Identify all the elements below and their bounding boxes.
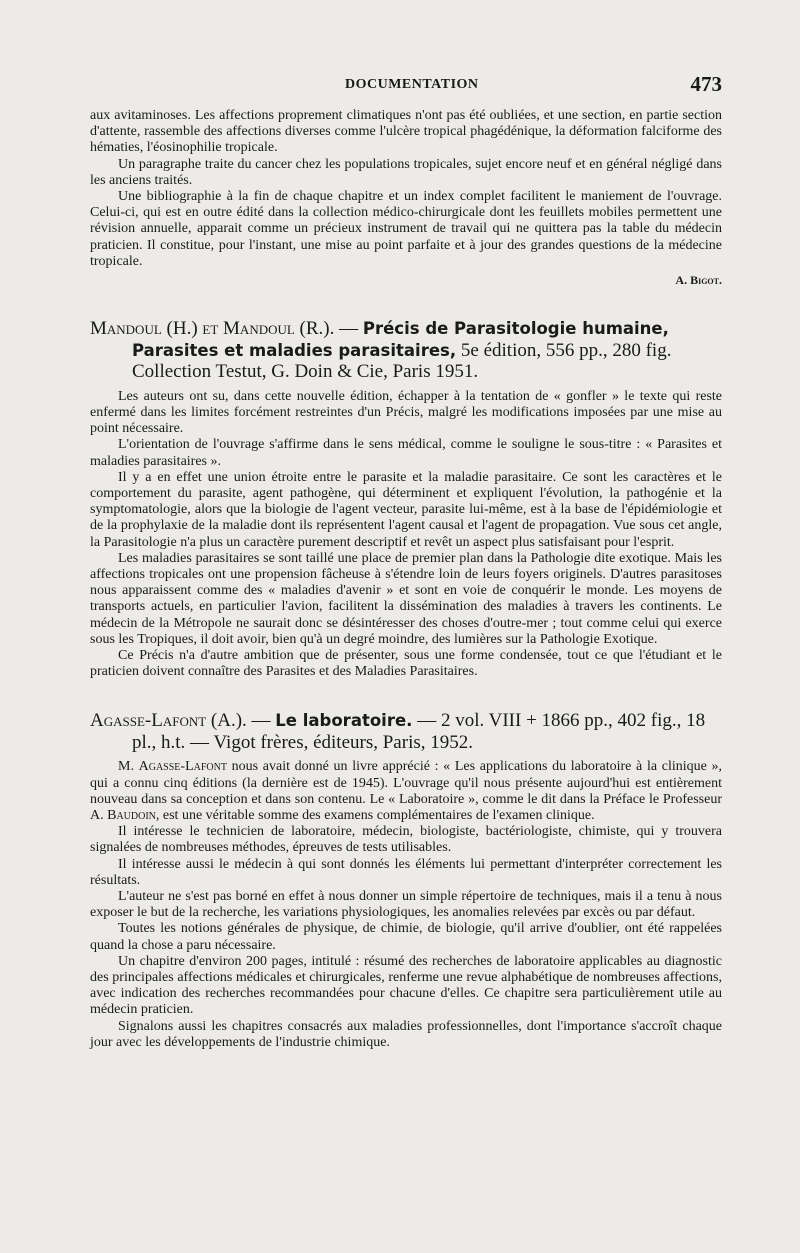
paragraph: Un paragraphe traite du cancer chez les populations tropicales, sujet encore neuf et en général négligé dans les anciens traités.: [90, 156, 722, 188]
entry-details: 5e édition, 556 pp., 280 fig. Collection Testut, G. Doin & Cie, Paris 1951.: [132, 339, 672, 383]
paragraph: Signalons aussi les chapitres consacrés aux maladies professionnelles, dont l'importance s'accroît chaque jour avec les développements de l'industrie chimique.: [90, 1018, 722, 1050]
paragraph: Toutes les notions générales de physique, de chimie, de biologie, qu'il arrive d'oublier, ont été rappelées quand la chose a paru nécessaire.: [90, 921, 722, 953]
paragraph: Ce Précis n'a d'autre ambition que de présenter, sous une forme condensée, tout ce que l'étudiant et le praticien doivent connaître des Parasites et des Maladies Parasitaires.: [90, 647, 722, 680]
paragraph: L'orientation de l'ouvrage s'affirme dans le sens médical, comme le souligne le sous-titre : « Parasites et maladies parasitaires ».: [90, 437, 722, 469]
paragraph: M. Agasse-Lafont nous avait donné un livre apprécié : « Les applications du laboratoire à la clinique », qui a connu cinq éditions (la dernière est de 1945). L'ouvrage qu'il nous présente aujourd'hui est entièrement nouveau dans sa conception et dans son contenu. Le « Laboratoire », comme le dit dans la Préface le Professeur A. Baudoin, est une véritable somme des examens complémentaires de l'examen clinique.: [90, 759, 722, 823]
paragraph: Il intéresse aussi le médecin à qui sont donnés les éléments lui permettant d'interpréter correctement les résultats.: [90, 856, 722, 888]
page-header: [90, 72, 722, 100]
bibliographic-entry: [90, 710, 722, 753]
page-number: 473: [690, 72, 722, 96]
review-signature: A. Bigot.: [675, 273, 722, 288]
entry-title: Précis de Parasitologie humaine, Parasites et maladies parasitaires,: [132, 319, 669, 360]
paragraph: Les maladies parasitaires se sont taillé une place de premier plan dans la Pathologie dite exotique. Mais les affections tropicales ont une propension fâcheuse à s'étendre loin de leurs foyers originels. D'autres parasitoses nous apparaissent comme des « maladies d'avenir » et sont en voie de conquérir le monde. Les moyens de transports actuels, en particulier l'avion, facilitent la dissémination des maladies à travers les continents. Le médecin de la Métropole ne saurait donc se désintéresser des choses d'outre-mer ; tout comme celui qui exerce sous les Tropiques, il doit avoir, bien qu'à un degré moindre, des lumières sur la Pathologie Exotique.: [90, 550, 722, 647]
running-title: DOCUMENTATION: [345, 77, 479, 92]
entry-details: — 2 vol. VIII + 1866 pp., 402 fig., 18 pl., h.t. — Vigot frères, éditeurs, Paris, 1952.: [132, 710, 706, 753]
paragraph: Il y a en effet une union étroite entre le parasite et la maladie parasitaire. Ce sont les caractères et le comportement du parasite, agent pathogène, qui déterminent et expliquent l'évolution, la pathogénie et la symptomatologie, alors que la biologie de l'agent vecteur, parasite lui-même, est à la base de l'épidémiologie et de la prophylaxie de la maladie dont ils représentent l'agent causal et l'agent de propagation. Vue sous cet angle, la Parasitologie n'a plus un caractère purement descriptif et revêt un aspect plus satisfaisant pour l'esprit.: [90, 469, 722, 550]
paragraph: Il intéresse le technicien de laboratoire, médecin, biologiste, bactériologiste, chimiste, qui y trouvera signalées de nombreuses méthodes, épreuves de tests utilisables.: [90, 824, 722, 856]
paragraph: aux avitaminoses. Les affections proprement climatiques n'ont pas été oubliées, et une section, en partie section d'attente, rassemble des affections diverses comme l'ulcère tropical phagédénique, la déformation falciforme des hématies, l'éosinophilie tropicale.: [90, 108, 722, 156]
page-body: [90, 108, 722, 1051]
paragraph: Un chapitre d'environ 200 pages, intitulé : résumé des recherches de laboratoire applicables au diagnostic des principales affections médicales et chirurgicales, renferme une revue alphabétique de nombreuses affections, avec indication des recherches recommandées pour chacune d'elles. Ce chapitre sera particulièrement utile au médecin praticien.: [90, 953, 722, 1018]
paragraph: Une bibliographie à la fin de chaque chapitre et un index complet facilitent le maniement de l'ouvrage. Celui-ci, qui est en outre édité dans la collection médico-chirurgicale dont les feuillets mobiles permettent une révision annuelle, apparait comme un précieux instrument de travail qui ne quittera pas la table du médecin praticien. Il constitue, pour l'instant, une mise au point parfaite et à jour des grandes questions de la médecine tropicale.: [90, 189, 722, 269]
entry-authors: Mandoul (H.) et Mandoul (R.). —: [90, 318, 359, 340]
entry-title: Le laboratoire.: [275, 711, 413, 731]
bibliographic-entry: [90, 318, 722, 383]
entry-authors: Agasse-Lafont (A.). —: [90, 710, 271, 732]
paragraph: L'auteur ne s'est pas borné en effet à nous donner un simple répertoire de techniques, mais il a tenu à nous exposer le but de la recherche, les variations physiologiques, les anomalies relevées par excès ou par défaut.: [90, 889, 722, 921]
paragraph: Les auteurs ont su, dans cette nouvelle édition, échapper à la tentation de « gonfler » le texte qui reste enfermé dans les limites forcément restreintes d'un Précis, malgré les modifications imposées par une mise au point nécessaire.: [90, 388, 722, 437]
